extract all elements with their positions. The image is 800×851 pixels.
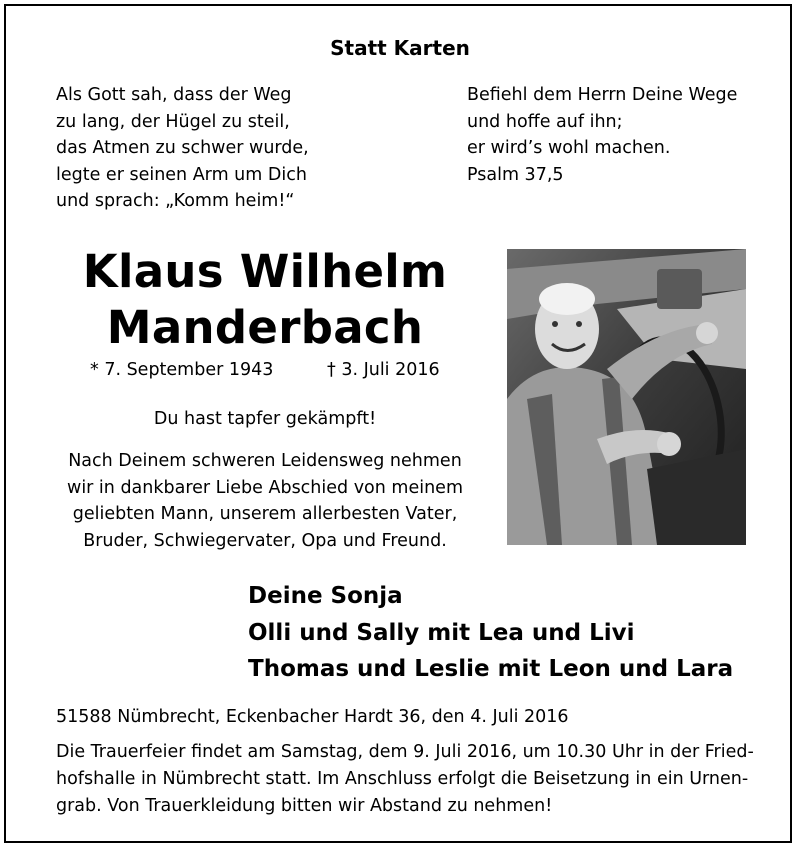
birth-date: * 7. September 1943 <box>90 360 274 380</box>
tribute-line: geliebten Mann, unserem allerbesten Vater, <box>72 504 458 524</box>
poem-right-line: Befiehl dem Herrn Deine Wege <box>467 85 738 105</box>
signer-line: Olli und Sally mit Lea und Livi <box>248 619 635 646</box>
poem-left <box>56 82 309 215</box>
tribute-line: Nach Deinem schweren Leidensweg nehmen <box>68 451 462 471</box>
deceased-surname: Manderbach <box>106 301 424 354</box>
tribute-line: wir in dankbarer Liebe Abschied von meinem <box>67 477 463 498</box>
motto: Du hast tapfer gekämpft! <box>153 409 377 429</box>
poem-right-line: er wird’s wohl machen. <box>467 138 671 158</box>
signer-line: Deine Sonja <box>248 583 403 609</box>
portrait-photo <box>507 249 746 545</box>
poem-left-line: das Atmen zu schwer wurde, <box>56 138 309 158</box>
deceased-name <box>30 244 500 356</box>
funeral-info-line: hofshalle in Nümbrecht statt. Im Anschluss erfolgt die Beisetzung in ein Urnen- <box>56 769 749 789</box>
deceased-first-names: Klaus Wilhelm <box>82 245 448 298</box>
poem-left-line: und sprach: „Komm heim!“ <box>56 191 295 211</box>
funeral-info-line: grab. Von Trauerkleidung bitten wir Abstand zu nehmen! <box>56 796 553 816</box>
tribute-text <box>30 448 500 554</box>
signer-line: Thomas und Leslie mit Leon und Lara <box>248 656 734 682</box>
funeral-info <box>56 739 754 820</box>
death-date: † 3. Juli 2016 <box>327 360 440 380</box>
signers <box>248 578 733 688</box>
funeral-info-line: Die Trauerfeier findet am Samstag, dem 9. Juli 2016, um 10.30 Uhr in der Fried- <box>56 742 754 762</box>
poem-right-line: und hoffe auf ihn; <box>467 111 623 132</box>
poem-left-line: legte er seinen Arm um Dich <box>56 164 307 185</box>
address-date: 51588 Nümbrecht, Eckenbacher Hardt 36, den 4. Juli 2016 <box>56 707 569 727</box>
poem-left-line: Als Gott sah, dass der Weg <box>56 85 292 105</box>
notice-heading: Statt Karten <box>330 36 470 60</box>
poem-right <box>467 82 737 188</box>
tribute-line: Bruder, Schwiegervater, Opa und Freund. <box>83 530 447 551</box>
poem-left-line: zu lang, der Hügel zu steil, <box>56 111 290 132</box>
psalm-reference: Psalm 37,5 <box>467 164 564 185</box>
